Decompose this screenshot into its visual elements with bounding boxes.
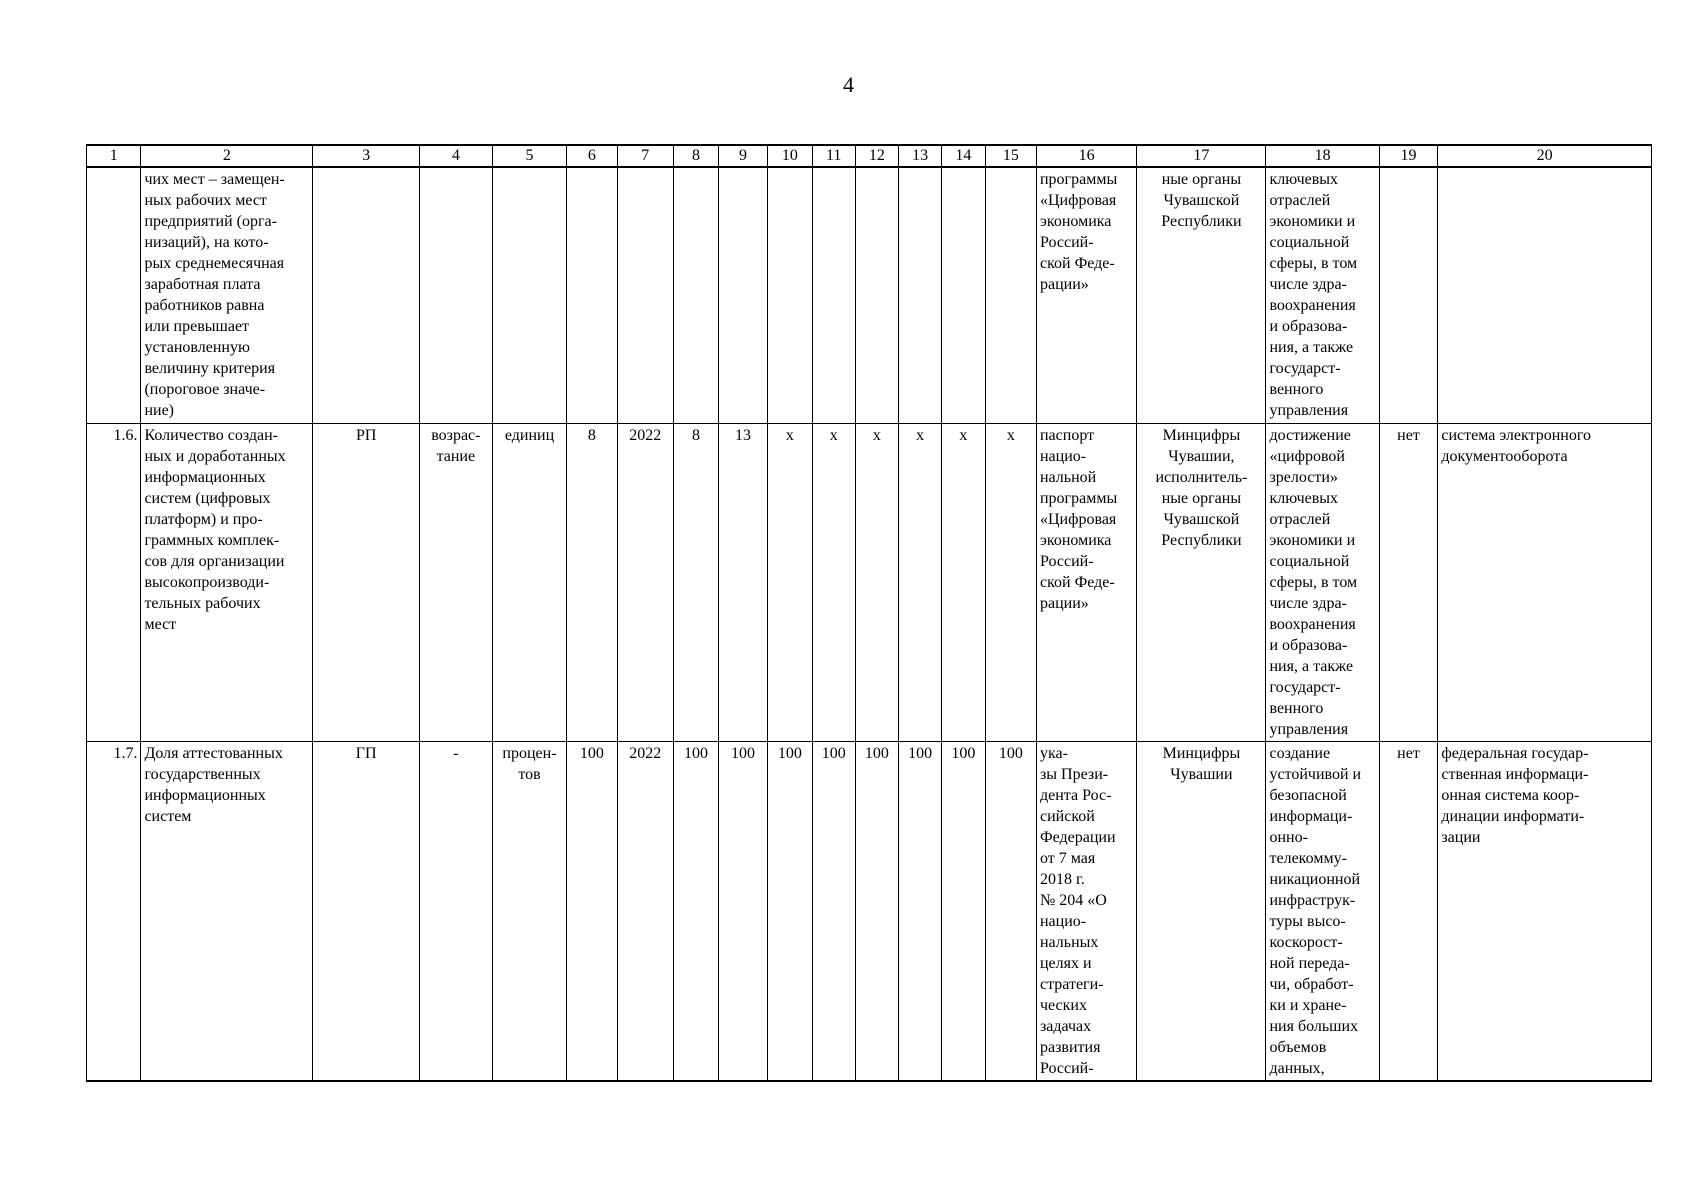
value-cell [941, 167, 985, 423]
value-cell: х [899, 423, 942, 741]
column-number: 11 [812, 145, 855, 167]
column-number: 9 [718, 145, 767, 167]
value-cell: 8 [674, 423, 719, 741]
info-system-cell: система электронного документооборота [1438, 423, 1652, 741]
row-number-cell: 1.7. [87, 741, 141, 1081]
base-year-cell [617, 167, 674, 423]
info-system-cell [1438, 167, 1652, 423]
base-year-cell: 2022 [617, 741, 674, 1081]
value-cell [812, 167, 855, 423]
table-row [87, 423, 1652, 741]
column-number: 6 [567, 145, 617, 167]
flag-cell: нет [1379, 423, 1438, 741]
info-system-cell: федеральная государ- ственная информаци- онная система коор- динации информати- зации [1438, 741, 1652, 1081]
value-cell: 100 [674, 741, 719, 1081]
responsible-cell: Минцифры Чувашии, исполнитель- ные органы Чувашской Республики [1137, 423, 1266, 741]
table-row [87, 741, 1652, 1081]
goal-link-cell: достижение «цифровой зрелости» ключевых отраслей экономики и социальной сферы, в том числе здра- воохранения и образова- ния, а также государст- венного управления [1266, 423, 1379, 741]
page-number: 4 [843, 72, 854, 97]
goal-link-cell: создание устойчивой и безопасной информаци- онно- телекомму- никационной инфраструк- туры высо- коскорост- ной переда- чи, обработ- ки и хране- ния больших объемов данных, [1266, 741, 1379, 1081]
indicator-name-cell: чих мест – замещен- ных рабочих мест предприятий (орга- низаций), на кото- рых среднемесячная заработная плата работников равна или превышает установленную величину критерия (пороговое значе- ние) [141, 167, 313, 423]
value-cell [985, 167, 1036, 423]
document-cell: паспорт нацио- нальной программы «Цифровая экономика Россий- ской Феде- рации» [1036, 423, 1136, 741]
unit-cell: единиц [492, 423, 567, 741]
document-cell: ука- зы Прези- дента Рос- сийской Федерации от 7 мая 2018 г. № 204 «О нацио- нальных целях и стратеги- ческих задачах развития Россий- [1036, 741, 1136, 1081]
base-value-cell [567, 167, 617, 423]
base-year-cell: 2022 [617, 423, 674, 741]
trend-cell: возрас- тание [420, 423, 493, 741]
level-cell: РП [313, 423, 420, 741]
column-number: 5 [492, 145, 567, 167]
row-number-cell [87, 167, 141, 423]
value-cell: х [855, 423, 899, 741]
value-cell: 100 [985, 741, 1036, 1081]
column-number: 10 [768, 145, 813, 167]
column-number: 14 [941, 145, 985, 167]
responsible-cell: Минцифры Чувашии [1137, 741, 1266, 1081]
indicator-name-cell: Количество создан- ных и доработанных информационных систем (цифровых платформ) и про- граммных комплек- сов для организации высокопроизводи- тельных рабочих мест [141, 423, 313, 741]
unit-cell [492, 167, 567, 423]
value-cell [674, 167, 719, 423]
indicators-table [86, 144, 1652, 1082]
column-number: 18 [1266, 145, 1379, 167]
value-cell [899, 167, 942, 423]
value-cell [718, 167, 767, 423]
goal-link-cell: ключевых отраслей экономики и социальной сферы, в том числе здра- воохранения и образова- ния, а также государст- венного управления [1266, 167, 1379, 423]
column-number: 8 [674, 145, 719, 167]
value-cell [855, 167, 899, 423]
column-number: 20 [1438, 145, 1652, 167]
column-number: 13 [899, 145, 942, 167]
level-cell: ГП [313, 741, 420, 1081]
value-cell: х [941, 423, 985, 741]
value-cell: 100 [718, 741, 767, 1081]
value-cell [768, 167, 813, 423]
column-number: 2 [141, 145, 313, 167]
value-cell: х [812, 423, 855, 741]
value-cell: 13 [718, 423, 767, 741]
column-number: 16 [1036, 145, 1136, 167]
column-number: 7 [617, 145, 674, 167]
responsible-cell: ные органы Чувашской Республики [1137, 167, 1266, 423]
column-number: 12 [855, 145, 899, 167]
column-number: 19 [1379, 145, 1438, 167]
value-cell: 100 [768, 741, 813, 1081]
column-number: 17 [1137, 145, 1266, 167]
flag-cell: нет [1379, 741, 1438, 1081]
unit-cell: процен- тов [492, 741, 567, 1081]
base-value-cell: 100 [567, 741, 617, 1081]
base-value-cell: 8 [567, 423, 617, 741]
column-number: 4 [420, 145, 493, 167]
indicator-name-cell: Доля аттестованных государственных информационных систем [141, 741, 313, 1081]
trend-cell [420, 167, 493, 423]
column-number: 15 [985, 145, 1036, 167]
column-number: 1 [87, 145, 141, 167]
row-number-cell: 1.6. [87, 423, 141, 741]
column-number-row [87, 145, 1652, 167]
table-row [87, 167, 1652, 423]
value-cell: х [768, 423, 813, 741]
flag-cell [1379, 167, 1438, 423]
column-number: 3 [313, 145, 420, 167]
document-cell: программы «Цифровая экономика Россий- ской Феде- рации» [1036, 167, 1136, 423]
value-cell: 100 [812, 741, 855, 1081]
level-cell [313, 167, 420, 423]
value-cell: 100 [941, 741, 985, 1081]
trend-cell: - [420, 741, 493, 1081]
value-cell: х [985, 423, 1036, 741]
value-cell: 100 [899, 741, 942, 1081]
value-cell: 100 [855, 741, 899, 1081]
